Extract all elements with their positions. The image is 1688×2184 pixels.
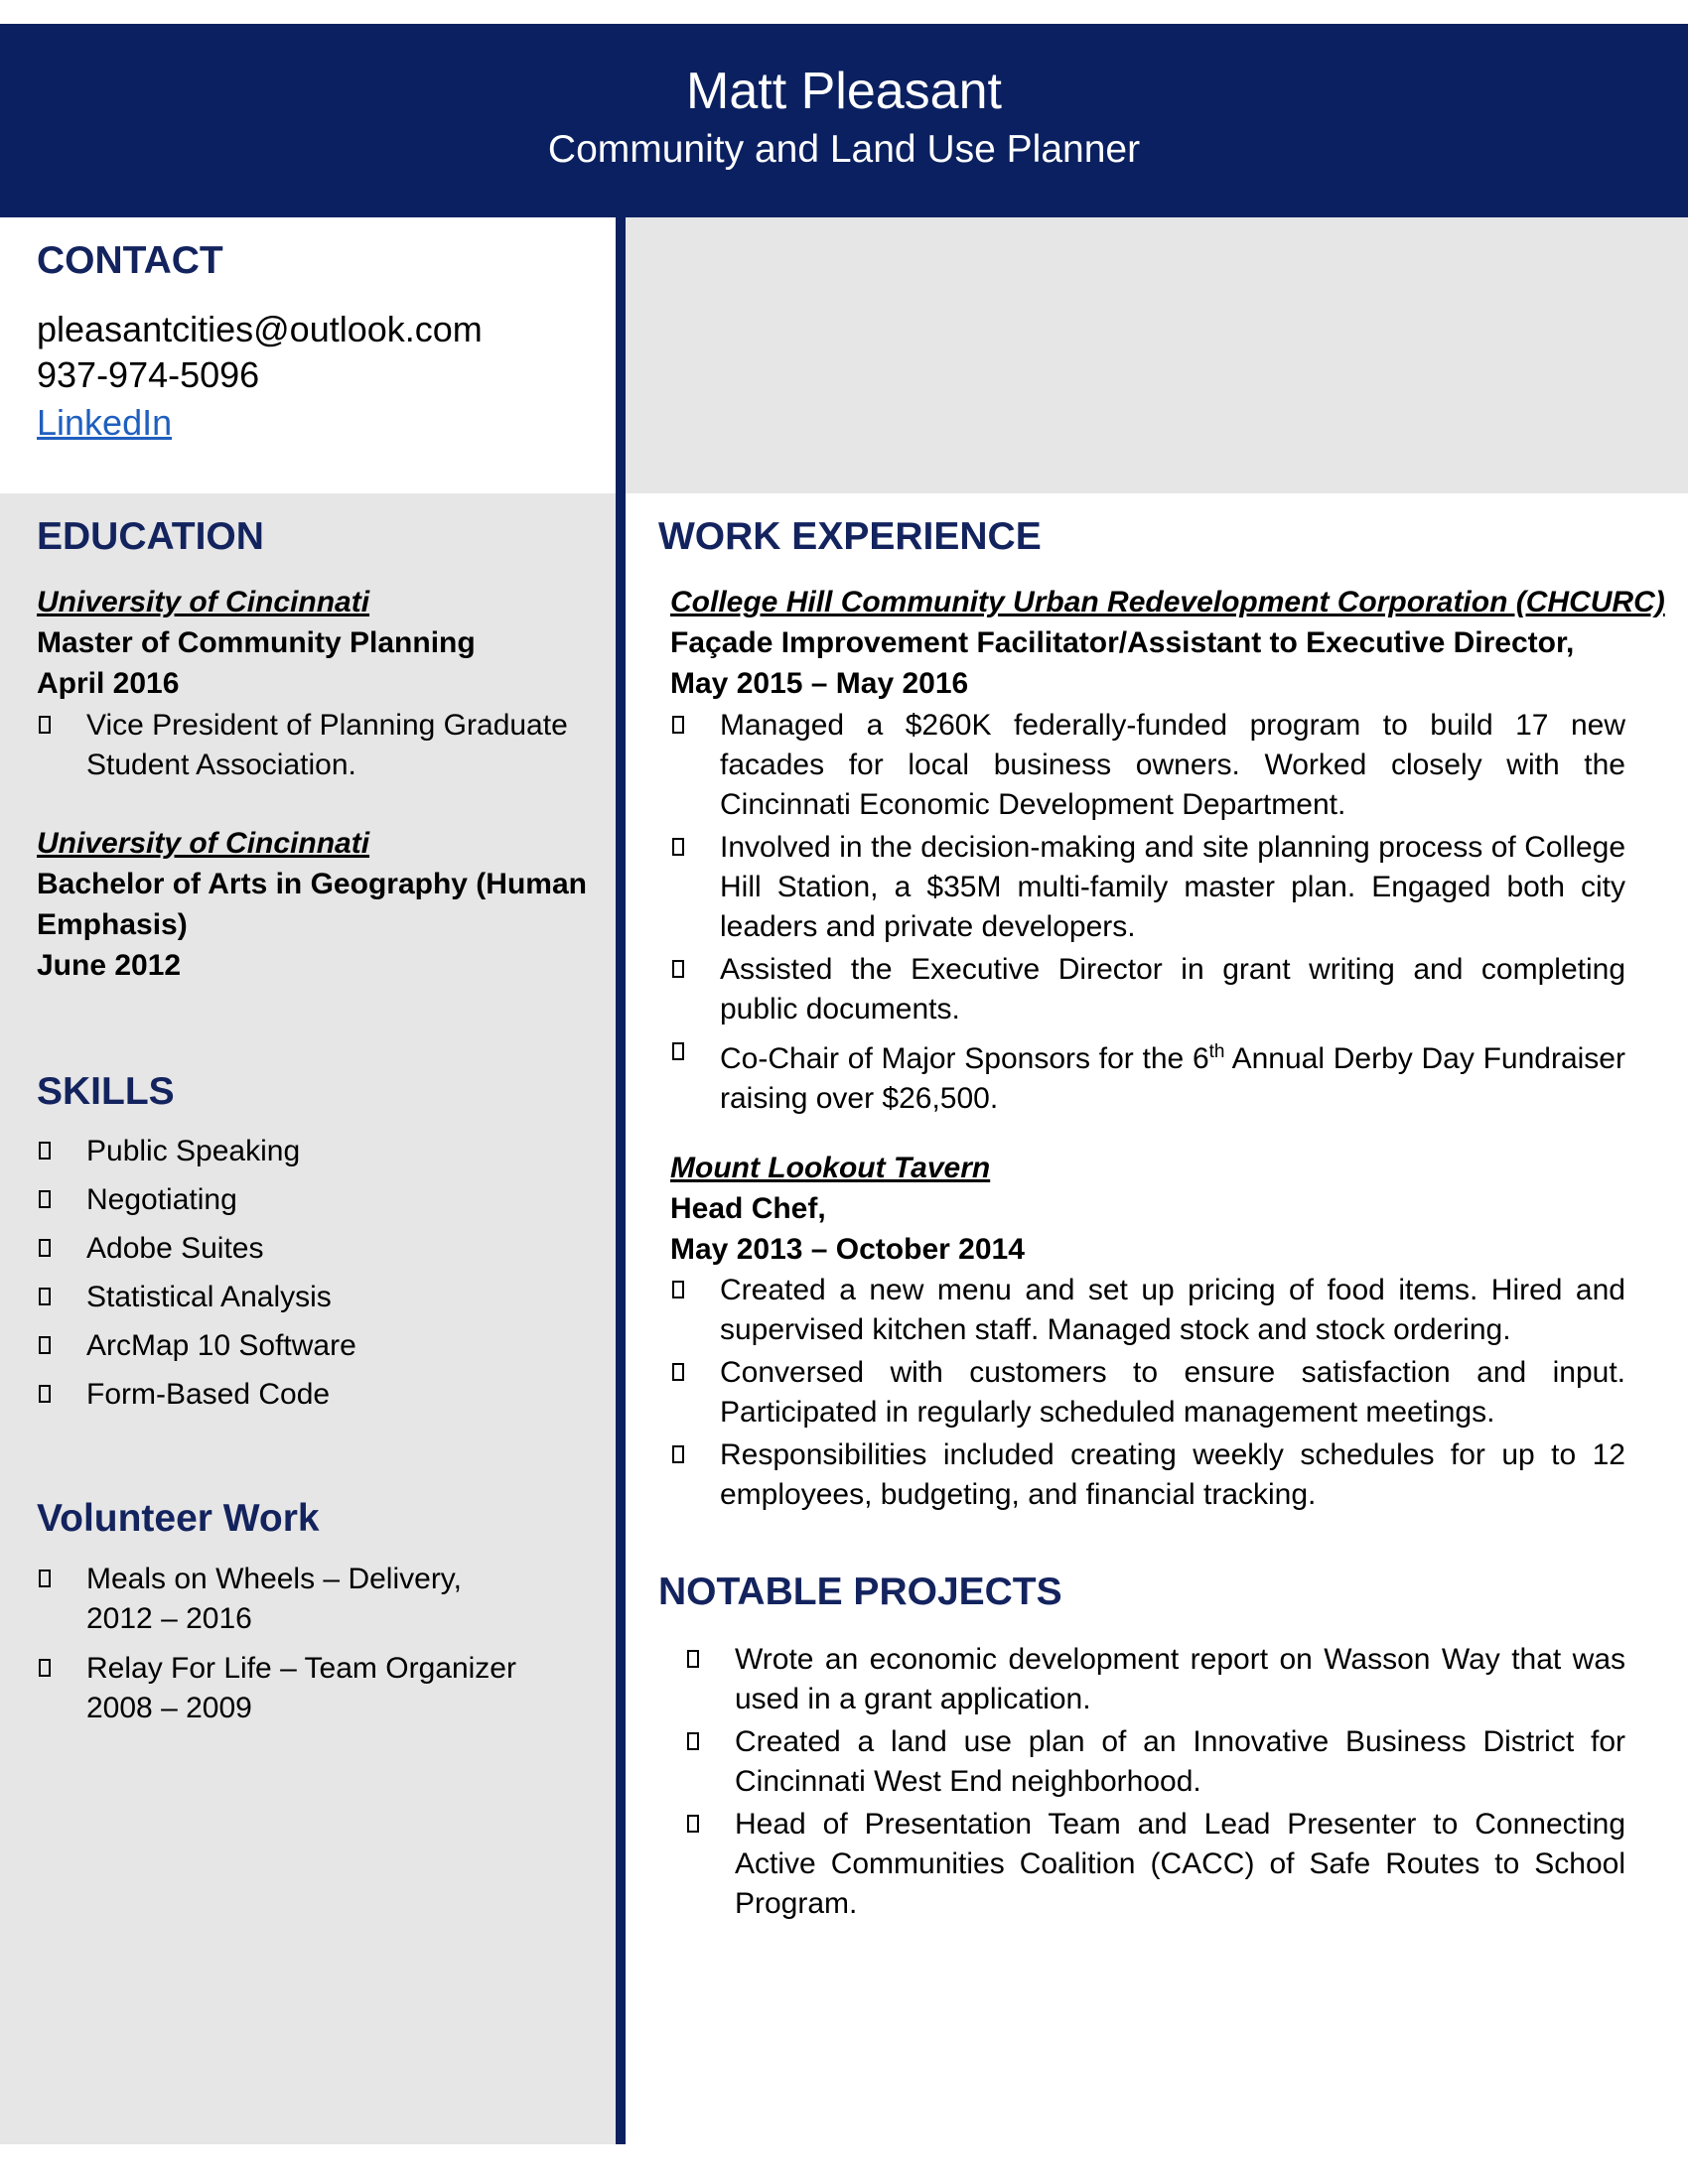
contact-heading: CONTACT [37, 239, 223, 282]
checkbox-bullet-icon [672, 1042, 684, 1060]
list-item: Managed a $260K federally-funded program to build 17 new facades for local business owners. Worked closely with the Cincinnati Economic Development Department. [670, 706, 1625, 825]
list-item: Negotiating [37, 1180, 593, 1220]
list-item: Created a new menu and set up pricing of food items. Hired and supervised kitchen staff. Managed stock and stock ordering. [670, 1271, 1625, 1350]
list-item: Responsibilities included creating weekly schedules for up to 12 employees, budgeting, and financial tracking. [670, 1435, 1625, 1515]
checkbox-bullet-icon [672, 960, 684, 978]
education-heading: EDUCATION [37, 515, 264, 558]
job-org-1: College Hill Community Urban Redevelopment Corporation (CHCURC) [670, 586, 1665, 618]
checkbox-bullet-icon [39, 1142, 51, 1160]
education-date-2: June 2012 [37, 949, 182, 982]
candidate-title: Community and Land Use Planner [547, 128, 1141, 171]
volunteer-heading: Volunteer Work [37, 1497, 320, 1540]
contact-phone: 937-974-5096 [37, 354, 260, 395]
list-item: Head of Presentation Team and Lead Presenter to Connecting Active Communities Coalition (CACC) of Safe Routes to School Program. [685, 1805, 1625, 1924]
list-item: Public Speaking [37, 1132, 593, 1171]
education-degree-1: Master of Community Planning [37, 626, 476, 659]
list-item: Involved in the decision-making and site planning process of College Hill Station, a $35M multi-family master plan. Engaged both city leaders and private developers. [670, 828, 1625, 947]
checkbox-bullet-icon [672, 838, 684, 856]
education-school-2: University of Cincinnati [37, 827, 370, 860]
work-heading: WORK EXPERIENCE [658, 515, 1042, 558]
list-item: Meals on Wheels – Delivery, 2012 – 2016 [37, 1560, 593, 1639]
job-date-2: May 2013 – October 2014 [670, 1233, 1025, 1266]
checkbox-bullet-icon [687, 1815, 699, 1833]
candidate-name: Matt Pleasant [686, 63, 1002, 120]
contact-email[interactable]: pleasantcities@outlook.com [37, 309, 483, 349]
education-date-1: April 2016 [37, 667, 180, 700]
projects-heading: NOTABLE PROJECTS [658, 1570, 1062, 1613]
list-item: Statistical Analysis [37, 1278, 593, 1317]
list-item: Adobe Suites [37, 1229, 593, 1269]
checkbox-bullet-icon [672, 1445, 684, 1463]
checkbox-bullet-icon [39, 1570, 51, 1587]
list-item: Relay For Life – Team Organizer 2008 – 2009 [37, 1649, 593, 1728]
job-role-1: Façade Improvement Facilitator/Assistant to Executive Director, May 2015 – May 2016 [670, 626, 1575, 700]
checkbox-bullet-icon [39, 1659, 51, 1677]
volunteer-list [37, 1560, 593, 1730]
projects-list [685, 1640, 1625, 1927]
checkbox-bullet-icon [687, 1732, 699, 1750]
checkbox-bullet-icon [672, 716, 684, 734]
list-item: Wrote an economic development report on Wasson Way that was used in a grant application. [685, 1640, 1625, 1719]
checkbox-bullet-icon [687, 1650, 699, 1668]
checkbox-bullet-icon [672, 1363, 684, 1381]
linkedin-link[interactable]: LinkedIn [37, 402, 173, 443]
job-bullets-2 [670, 1271, 1625, 1518]
list-item: Co-Chair of Major Sponsors for the 6th Annual Derby Day Fundraiser raising over $26,500. [670, 1032, 1625, 1119]
skills-heading: SKILLS [37, 1070, 175, 1113]
checkbox-bullet-icon [39, 716, 51, 734]
right-top-background [626, 217, 1688, 493]
checkbox-bullet-icon [39, 1190, 51, 1208]
job-role-2: Head Chef, [670, 1192, 826, 1225]
list-item: Conversed with customers to ensure satisfaction and input. Participated in regularly scheduled management meetings. [670, 1353, 1625, 1433]
education-school-1: University of Cincinnati [37, 586, 370, 618]
list-item: Assisted the Executive Director in grant writing and completing public documents. [670, 950, 1625, 1029]
list-item: Created a land use plan of an Innovative Business District for Cincinnati West End neighborhood. [685, 1722, 1625, 1802]
skills-list [37, 1132, 593, 1424]
list-item: ArcMap 10 Software [37, 1326, 593, 1366]
education-degree-2: Bachelor of Arts in Geography (Human Emphasis) [37, 868, 587, 941]
column-divider [616, 217, 626, 2144]
list-item: Form-Based Code [37, 1375, 593, 1415]
job-bullets-1 [670, 706, 1625, 1122]
education-bullets-1 [37, 706, 593, 787]
checkbox-bullet-icon [39, 1239, 51, 1257]
header-banner [0, 24, 1688, 217]
checkbox-bullet-icon [672, 1281, 684, 1298]
job-org-2: Mount Lookout Tavern [670, 1152, 991, 1184]
checkbox-bullet-icon [39, 1385, 51, 1403]
checkbox-bullet-icon [39, 1336, 51, 1354]
checkbox-bullet-icon [39, 1288, 51, 1305]
list-item: Vice President of Planning Graduate Student Association. [37, 706, 593, 785]
